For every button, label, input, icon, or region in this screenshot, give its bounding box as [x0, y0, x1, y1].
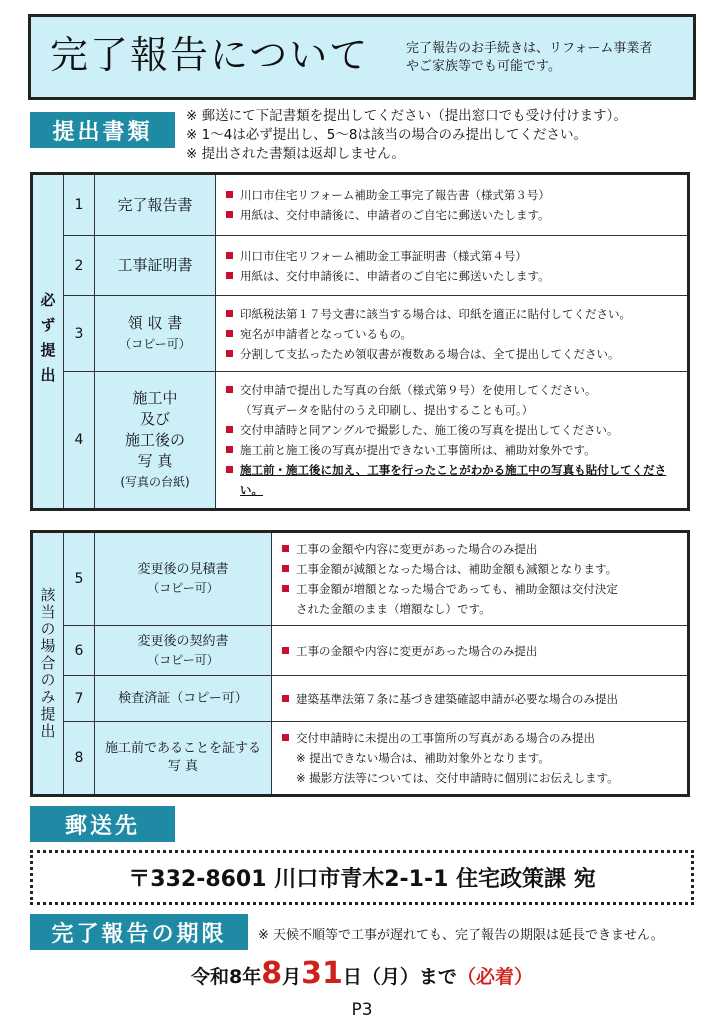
list-item: 工事の金額や内容に変更があった場合のみ提出 — [282, 641, 679, 661]
row-number: 7 — [64, 676, 95, 722]
document-name: 工事証明書 — [95, 236, 216, 296]
list-item: 交付申請時に未提出の工事箇所の写真がある場合のみ提出 — [282, 728, 679, 748]
side-label-required: 必ず提出 — [32, 174, 64, 510]
table-row — [32, 532, 689, 626]
document-name: 完了報告書 — [95, 174, 216, 236]
list-item-emphasis: 施工前・施工後に加え、工事を行ったことがわかる施工中の写真も貼付してください。 — [226, 460, 679, 500]
section-label-deadline: 完了報告の期限 — [30, 914, 248, 950]
page-title: 完了報告について — [50, 33, 370, 77]
deadline-note: ※ 天候不順等で工事が遅れても、完了報告の期限は延長できません。 — [258, 928, 664, 943]
list-item: 分割して支払ったため領収書が複数ある場合は、全て提出してください。 — [226, 344, 679, 364]
required-documents-table — [30, 172, 690, 511]
note-line: ※ 1～4は必ず提出し、5～8は該当の場合のみ提出してください。 — [186, 127, 587, 143]
title-note-line: やご家族等でも可能です。 — [406, 59, 561, 74]
list-item: 用紙は、交付申請後に、申請者のご自宅に郵送いたします。 — [226, 266, 679, 286]
document-name: 領 収 書 （コピー可） — [95, 296, 216, 372]
note-line: ※ 郵送にて下記書類を提出してください（提出窓口でも受け付けます）。 — [186, 108, 627, 124]
optional-documents-table — [30, 530, 690, 797]
list-item: 建築基準法第７条に基づき建築確認申請が必要な場合のみ提出 — [282, 689, 679, 709]
mailing-address: 〒332-8601 川口市青木2-1-1 住宅政策課 宛 — [30, 850, 694, 905]
list-item: 用紙は、交付申請後に、申請者のご自宅に郵送いたします。 — [226, 205, 679, 225]
row-number: 1 — [64, 174, 95, 236]
list-item: 工事金額が減額となった場合は、補助金額も減額となります。 — [282, 559, 679, 579]
section-label-documents: 提出書類 — [30, 112, 175, 148]
document-description — [216, 174, 689, 236]
documents-notes — [186, 107, 627, 164]
row-number: 2 — [64, 236, 95, 296]
list-item: 交付申請で提出した写真の台紙（様式第９号）を使用してください。 — [226, 380, 679, 400]
list-item: 川口市住宅リフォーム補助金工事証明書（様式第４号） — [226, 246, 679, 266]
list-item-note: （写真データを貼付のうえ印刷し、提出することも可。） — [240, 403, 534, 417]
row-number: 8 — [64, 722, 95, 796]
table-row — [32, 722, 689, 796]
document-name: 変更後の見積書 （コピー可） — [95, 532, 272, 626]
page-number: P3 — [351, 1000, 373, 1020]
document-name: 変更後の契約書 （コピー可） — [95, 626, 272, 676]
side-label-optional: 該当の場合のみ提出 — [32, 532, 64, 796]
title-note-line: 完了報告のお手続きは、リフォーム事業者 — [406, 41, 653, 56]
list-item: 交付申請時と同アングルで撮影した、施工後の写真を提出してください。 — [226, 420, 679, 440]
list-item-note: ※ 提出できない場合は、補助対象外となります。 — [296, 751, 550, 765]
deadline-date: 令和8年8月31日（月）まで（必着） — [191, 956, 533, 991]
table-row — [32, 372, 689, 510]
section-label-mail: 郵送先 — [30, 806, 175, 842]
document-description — [216, 372, 689, 510]
list-item: 印紙税法第１７号文書に該当する場合は、印紙を適正に貼付してください。 — [226, 304, 679, 324]
row-number: 6 — [64, 626, 95, 676]
document-name: 検査済証（コピー可） — [95, 676, 272, 722]
table-row — [32, 236, 689, 296]
document-description — [216, 296, 689, 372]
row-number: 3 — [64, 296, 95, 372]
list-item: 施工前と施工後の写真が提出できない工事箇所は、補助対象外です。 — [226, 440, 679, 460]
list-item-note: ※ 撮影方法等については、交付申請時に個別にお伝えします。 — [296, 771, 619, 785]
row-number: 4 — [64, 372, 95, 510]
note-line: ※ 提出された書類は返却しません。 — [186, 146, 405, 162]
table-row — [32, 626, 689, 676]
title-note — [406, 40, 691, 76]
list-item: 宛名が申請者となっているもの。 — [226, 324, 679, 344]
document-name: 施工中 及び 施工後の 写 真 (写真の台紙) — [95, 372, 216, 510]
document-description — [272, 676, 689, 722]
document-description — [272, 626, 689, 676]
list-item: 工事の金額や内容に変更があった場合のみ提出 — [282, 539, 679, 559]
table-row — [32, 676, 689, 722]
document-description — [272, 532, 689, 626]
table-row — [32, 174, 689, 236]
table-row — [32, 296, 689, 372]
list-item: 工事金額が増額となった場合であっても、補助金額は交付決定 — [282, 579, 679, 599]
list-item: 川口市住宅リフォーム補助金工事完了報告書（様式第３号） — [226, 185, 679, 205]
document-name: 施工前であることを証する 写 真 — [95, 722, 272, 796]
list-item-cont: された金額のまま（増額なし）です。 — [296, 602, 491, 616]
document-description — [272, 722, 689, 796]
document-description — [216, 236, 689, 296]
row-number: 5 — [64, 532, 95, 626]
